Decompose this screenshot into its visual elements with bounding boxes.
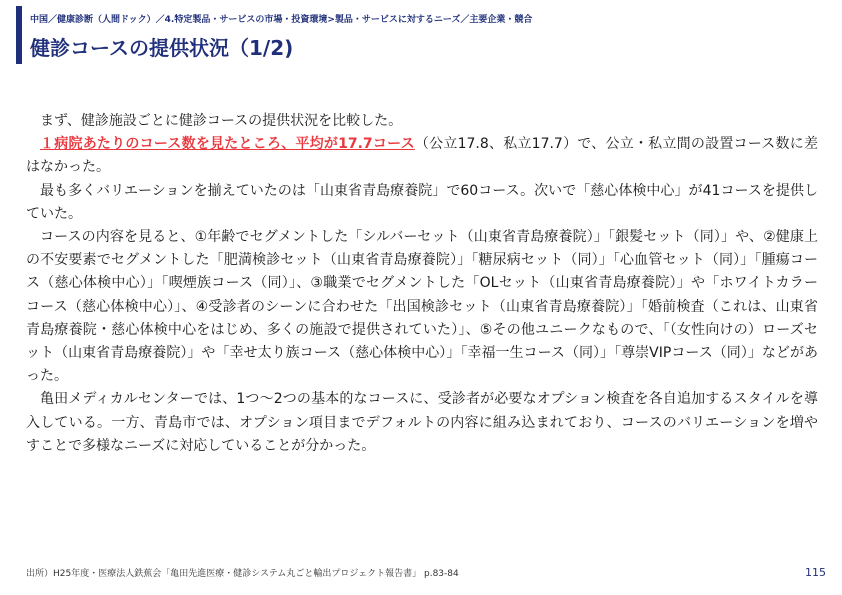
paragraph-course-count-rest: （公立17.8、私立17.7）で、公立・私立間の設置コース数に差はなかった。 [26, 136, 818, 176]
highlight-average-courses: １病院あたりのコース数を見たところ、平均が17.7コース [40, 136, 415, 153]
body-text [26, 110, 818, 458]
paragraph-course-contents: コースの内容を見ると、①年齢でセグメントした「シルバーセット（山東省青島療養院）」「銀髪セット（同）」や、②健康上の不安要素でセグメントした「肥満検診セット（山東省青島療養院）」「糖尿病セット（同）」「心血管セット（同）」「腫瘍コース（慈心体検中心）」「喫煙族コース（同）」、③職業でセグメントした「OLセット（山東省青島療養院）」や「ホワイトカラーコース（慈心体検中心）」、④受診者のシーンに合わせた「出国検診セット（山東省青島療養院）」「婚前検査（これは、山東省青島療養院・慈心体検中心をはじめ、多くの施設で提供されていた）」、⑤その他ユニークなもので、「（女性向けの）ローズセット（山東省青島療養院）」や「幸せ太り族コース（慈心体検中心）」「幸福一生コース（同）」「尊崇VIPコース（同）」などがあった。 [26, 229, 818, 385]
paragraph-variations: 最も多くバリエーションを揃えていたのは「山東省青島療養院」で60コース。次いで「慈心体検中心」が41コースを提供していた。 [26, 182, 818, 222]
breadcrumb: 中国／健康診断（人間ドック）／4.特定製品・サービスの市場・投資環境>製品・サービスに対するニーズ／主要企業・競合 [30, 15, 533, 25]
paragraph-course-count [26, 133, 818, 179]
page-number: 115 [805, 566, 826, 579]
source-note: 出所）H25年度・医療法人鉄蕉会「亀田先進医療・健診システム丸ごと輸出プロジェクト報告書」 p.83-84 [26, 569, 459, 579]
paragraph-intro: まず、健診施設ごとに健診コースの提供状況を比較した。 [40, 113, 403, 129]
title-accent-bar [16, 6, 22, 64]
paragraph-comparison: 亀田メディカルセンターでは、1つ～2つの基本的なコースに、受診者が必要なオプション検査を各自追加するスタイルを導入している。一方、青島市では、オプション項目までデフォルトの内容に組み込まれており、コースのバリエーションを増やすことで多様なニーズに対応していることが分かった。 [26, 391, 818, 454]
page-title: 健診コースの提供状況（1/2) [30, 36, 294, 60]
